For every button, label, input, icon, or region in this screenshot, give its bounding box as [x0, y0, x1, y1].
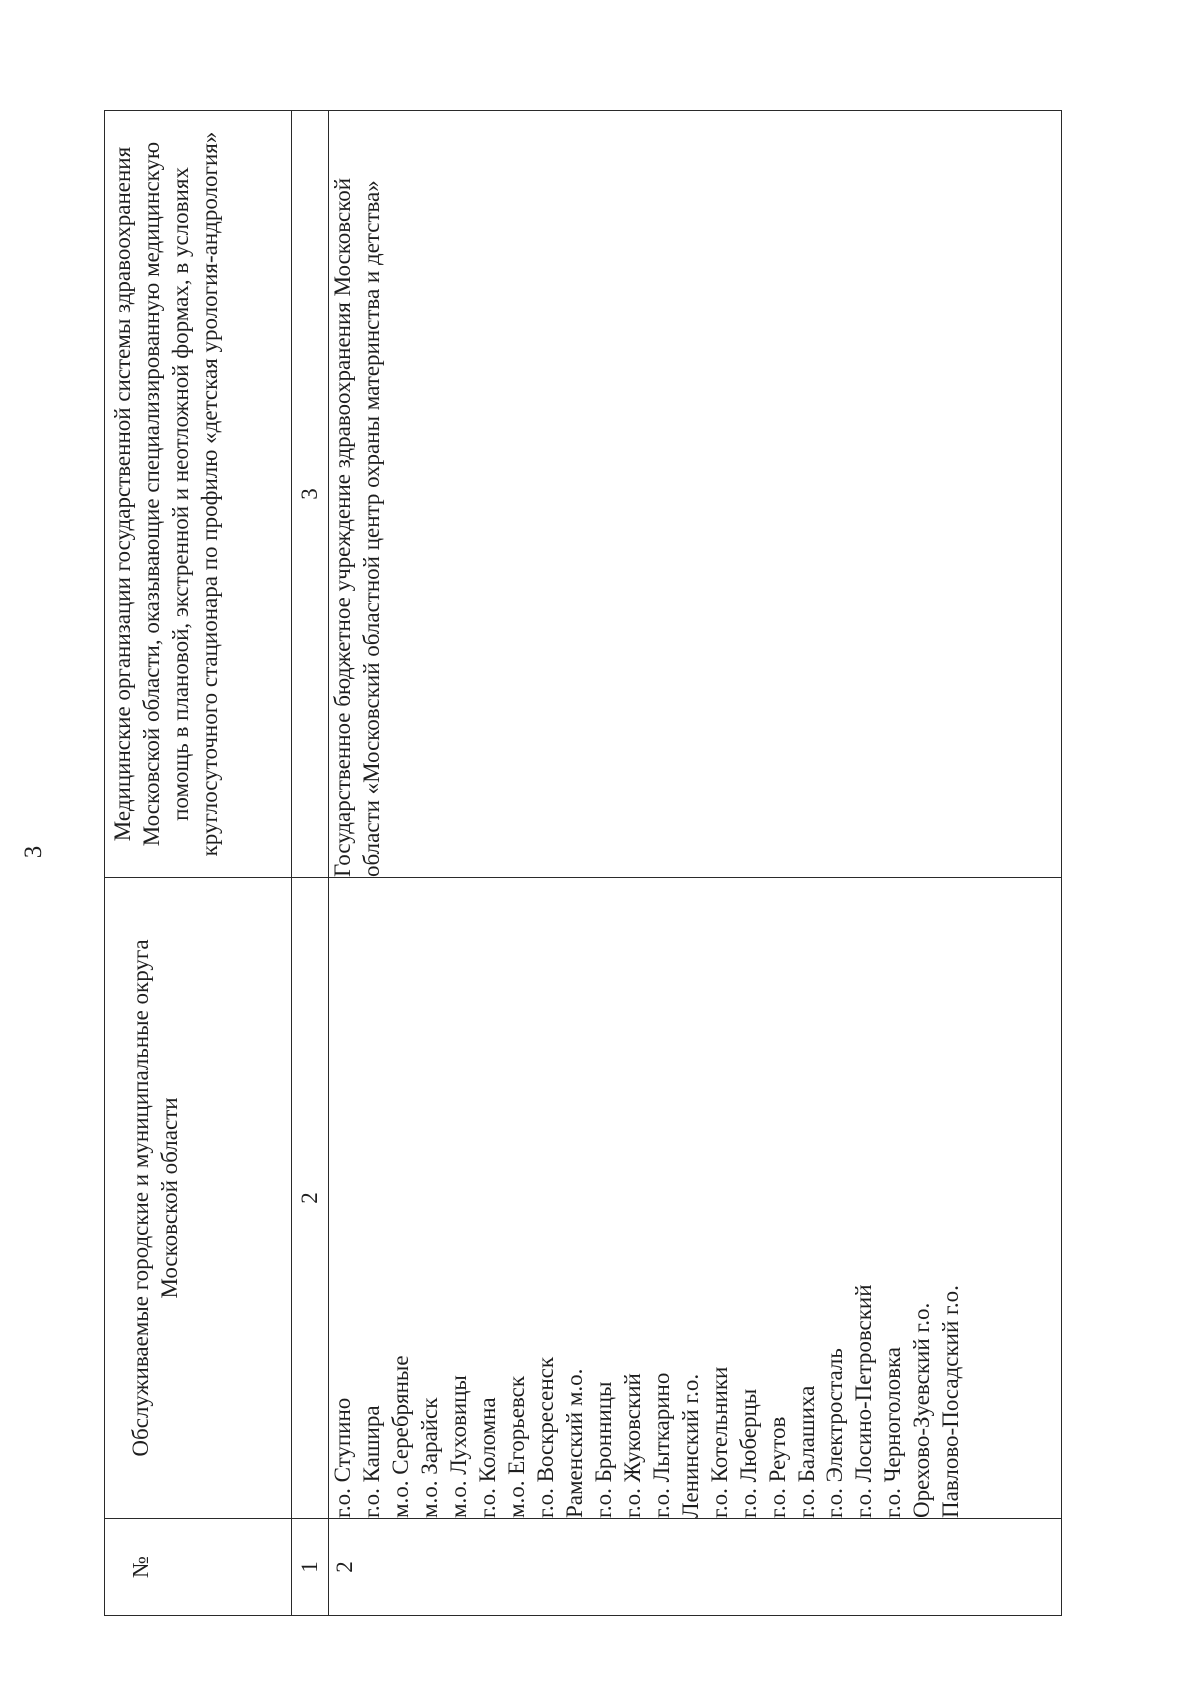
area-item: г.о. Лосино-Петровский — [851, 1284, 877, 1518]
header-number: № — [105, 1519, 292, 1616]
area-item: г.о. Кашира — [358, 1405, 384, 1518]
area-item: м.о. Серебряные — [387, 1355, 413, 1518]
area-item: м.о. Зарайск — [416, 1397, 442, 1518]
area-item: Ленинский г.о. — [677, 1373, 703, 1518]
organization-name: Государственное бюджетное учреждение здравоохранения Московской области «Московский областной центр охраны материнства и детства» — [330, 177, 384, 877]
organizations-table — [104, 110, 1062, 1616]
area-item: г.о. Котельники — [706, 1366, 732, 1518]
served-areas-cell — [329, 878, 1062, 1519]
area-item: г.о. Воскресенск — [532, 1356, 558, 1518]
table-row — [329, 111, 1062, 1616]
area-item: г.о. Коломна — [474, 1397, 500, 1518]
area-item: г.о. Балашиха — [793, 1385, 819, 1518]
header-organizations: Медицинские организации государственной системы здравоохранения Московской области, оказывающие специализированную медицинскую помощь в плановой, экстренной и неотложной формах, в условиях круглосуточного стационара по профилю «детская урология-андрология» — [105, 111, 292, 878]
column-number: 2 — [292, 878, 329, 1519]
area-item: г.о. Лыткарино — [648, 1372, 674, 1518]
area-item: Орехово-Зуевский г.о. — [909, 1302, 935, 1518]
header-areas: Обслуживаемые городские и муниципальные округа Московской области — [105, 878, 292, 1519]
area-item: г.о. Ступино — [330, 1397, 355, 1518]
column-number: 1 — [292, 1519, 329, 1616]
area-item: г.о. Бронницы — [590, 1381, 616, 1518]
area-item: г.о. Люберцы — [735, 1388, 761, 1518]
area-item: г.о. Жуковский — [619, 1373, 645, 1518]
area-item: г.о. Электросталь — [822, 1348, 848, 1518]
table-header-row — [105, 111, 292, 1616]
area-item: Павлово-Посадский г.о. — [938, 1285, 964, 1518]
area-item: м.о. Егорьевск — [503, 1375, 529, 1518]
area-item: г.о. Черноголовка — [880, 1347, 906, 1518]
area-item: Раменский м.о. — [561, 1368, 587, 1518]
area-item: г.о. Реутов — [764, 1416, 790, 1518]
organization-cell — [329, 111, 1062, 878]
area-item: м.о. Луховицы — [445, 1375, 471, 1518]
page-number: 3 — [20, 845, 47, 859]
row-number: 2 — [329, 1519, 1062, 1616]
column-number: 3 — [292, 111, 329, 878]
column-number-row — [292, 111, 329, 1616]
